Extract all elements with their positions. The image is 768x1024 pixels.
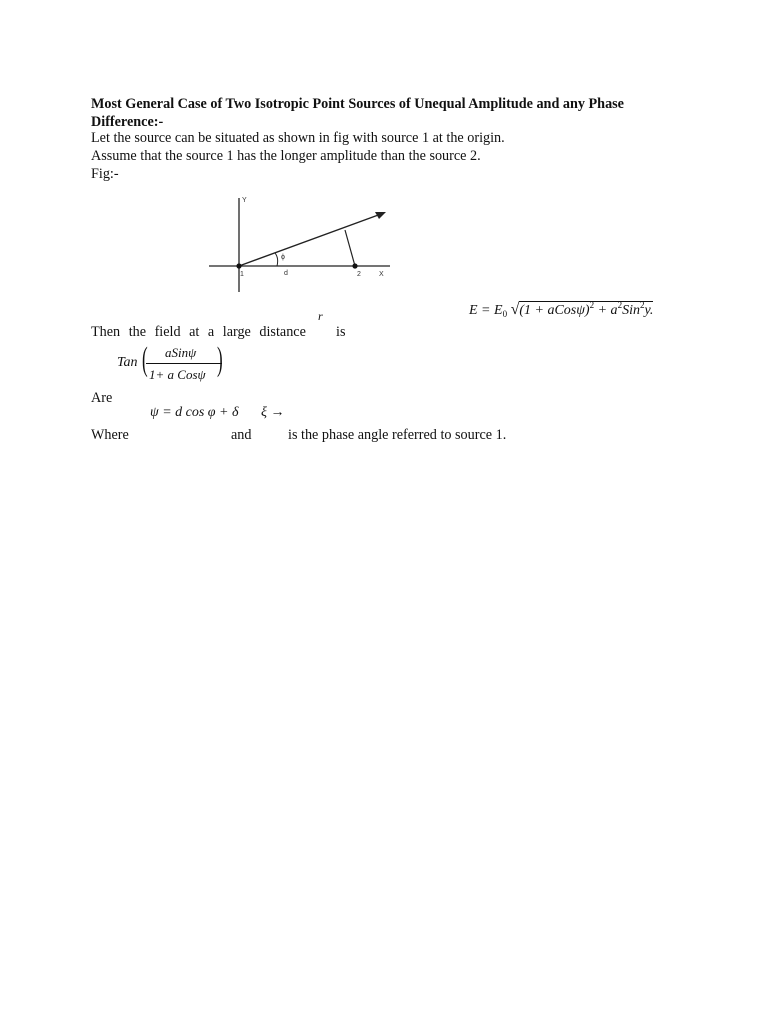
paragraph-amplitude-assumption: Assume that the source 1 has the longer amplitude than the source 2. bbox=[91, 148, 481, 164]
heading-line-2: Difference:- bbox=[91, 114, 164, 130]
paragraph-field-distance: Then the field at a large distance bbox=[91, 324, 306, 340]
tan-formula bbox=[112, 343, 232, 391]
paragraph-and: and bbox=[231, 427, 252, 443]
distance-r-symbol: r bbox=[318, 309, 323, 323]
formula-sup-c: 2 bbox=[639, 300, 645, 310]
paragraph-is: is bbox=[336, 324, 346, 340]
tan-numerator: aSinψ bbox=[165, 345, 197, 360]
source-1-label: 1 bbox=[240, 271, 244, 278]
phi-label: ϕ bbox=[281, 254, 285, 261]
xi-arrow-symbol: ξ → bbox=[261, 405, 285, 420]
paragraph-phase-angle: is the phase angle referred to source 1. bbox=[288, 427, 507, 443]
formula-end: y. bbox=[644, 303, 654, 318]
formula-sub-0: 0 bbox=[502, 309, 508, 319]
fraction-bar bbox=[146, 363, 222, 364]
sqrt-body bbox=[519, 301, 653, 318]
y-axis-label: Y bbox=[242, 197, 247, 204]
paragraph-where: Where bbox=[91, 427, 129, 443]
tan-denominator: 1+ a Cosψ bbox=[149, 367, 206, 382]
right-paren-icon: ) bbox=[217, 341, 223, 378]
formula-mid: + a bbox=[594, 303, 618, 318]
tan-label: Tan bbox=[117, 355, 138, 370]
sqrt-symbol-icon: √ bbox=[510, 301, 520, 318]
formula-lhs: E = E bbox=[469, 303, 503, 318]
field-formula bbox=[469, 300, 653, 319]
source-2-label: 2 bbox=[357, 271, 361, 278]
formula-sin: Sin bbox=[622, 303, 640, 318]
formula-sup-a: 2 bbox=[589, 300, 595, 310]
two-sources-figure bbox=[205, 190, 395, 300]
document-heading bbox=[91, 95, 691, 131]
psi-formula: ψ = d cos φ + δ bbox=[150, 405, 239, 420]
x-axis-label: X bbox=[379, 271, 384, 278]
paragraph-are: Are bbox=[91, 390, 113, 406]
formula-sup-b: 2 bbox=[617, 300, 623, 310]
heading-line-1: Most General Case of Two Isotropic Point Sources of Unequal Amplitude and any Phase bbox=[91, 96, 624, 112]
left-paren-icon: ( bbox=[142, 341, 148, 378]
figure-label: Fig:- bbox=[91, 166, 119, 182]
formula-open: (1 + aCosψ) bbox=[519, 303, 590, 318]
paragraph-source-position: Let the source can be situated as shown in fig with source 1 at the origin. bbox=[91, 130, 505, 146]
distance-label: d bbox=[284, 270, 288, 277]
